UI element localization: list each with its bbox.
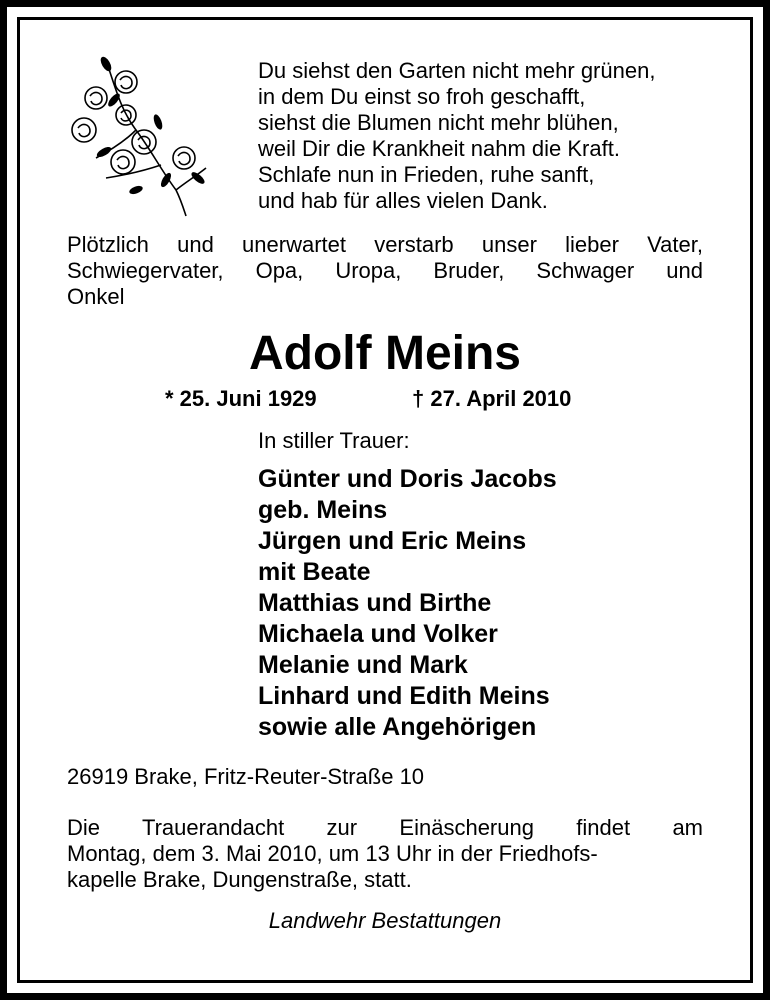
undertaker-name: Landwehr Bestattungen <box>268 908 502 933</box>
announcement-line: Schwiegervater, Opa, Uropa, Bruder, Schwager und <box>67 258 703 283</box>
mourning-label: In stiller Trauer: <box>258 428 410 453</box>
mourner-line: Michaela und Volker <box>258 620 498 648</box>
poem-line: und hab für alles vielen Dank. <box>258 188 548 213</box>
poem-line: in dem Du einst so froh geschafft, <box>258 84 586 109</box>
mourner-line: Melanie und Mark <box>258 651 468 679</box>
poem-line: siehst die Blumen nicht mehr blühen, <box>258 110 619 135</box>
roses-branch-icon <box>66 50 214 218</box>
mourner-line: mit Beate <box>258 558 371 586</box>
poem-line: weil Dir die Krankheit nahm die Kraft. <box>258 136 620 161</box>
deceased-name: Adolf Meins <box>249 327 521 380</box>
mourner-line: Jürgen und Eric Meins <box>258 527 527 555</box>
mourners-list <box>258 464 557 743</box>
announcement-text <box>67 232 703 310</box>
mourner-line: Günter und Doris Jacobs <box>258 465 557 493</box>
notice-line: Montag, dem 3. Mai 2010, um 13 Uhr in der Friedhofs- <box>67 841 598 866</box>
notice-line: kapelle Brake, Dungenstraße, statt. <box>67 867 412 892</box>
poem <box>258 58 728 214</box>
poem-line: Du siehst den Garten nicht mehr grünen, <box>258 58 656 83</box>
service-notice <box>67 815 703 893</box>
address: 26919 Brake, Fritz-Reuter-Straße 10 <box>67 764 425 789</box>
mourner-line: Matthias und Birthe <box>258 589 492 617</box>
death-date: † 27. April 2010 <box>412 386 572 411</box>
notice-line: Die Trauerandacht zur Einäscherung findet am <box>67 815 703 840</box>
announcement-line: Plötzlich und unerwartet verstarb unser lieber Vater, <box>67 232 703 257</box>
birth-date: * 25. Juni 1929 <box>165 386 317 411</box>
mourner-line: sowie alle Angehörigen <box>258 713 537 741</box>
mourner-line: geb. Meins <box>258 496 388 524</box>
poem-line: Schlafe nun in Frieden, ruhe sanft, <box>258 162 595 187</box>
mourner-line: Linhard und Edith Meins <box>258 682 550 710</box>
announcement-line: Onkel <box>67 284 125 309</box>
